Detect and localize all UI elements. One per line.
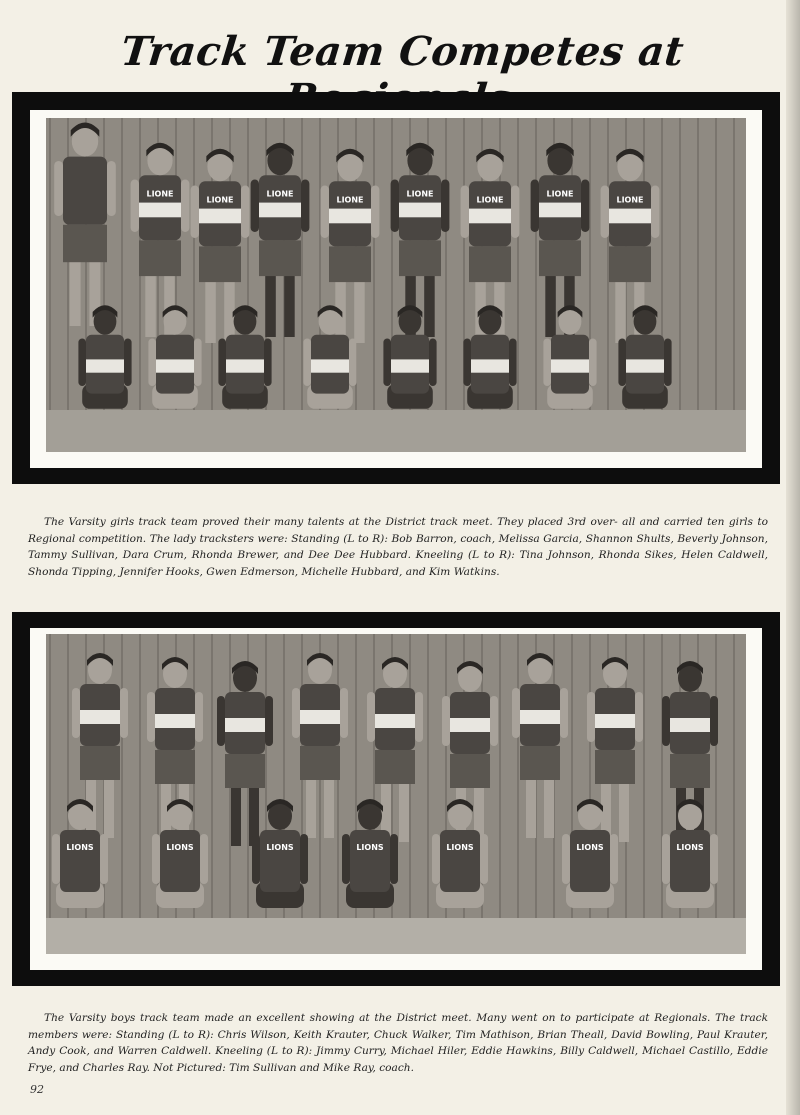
svg-text:LIONS: LIONS bbox=[356, 843, 384, 852]
svg-text:LIONS: LIONS bbox=[676, 843, 704, 852]
svg-text:LIONE: LIONE bbox=[206, 195, 234, 205]
svg-text:LIONS: LIONS bbox=[166, 843, 194, 852]
boys-team-caption: The Varsity boys track team made an excellent showing at the District meet. Many went on to participate at Regionals. The track members were: Standing (L to R): Chris Wilson, Keith Krauter, Chuck Walker, Tim Mathison, Brian Theall, David Bowling, Paul Krauter, Andy Cook, and Warren Caldwell. Kneeling (L to R): Jimmy Curry, Michael Hiler, Eddie Hawkins, Billy Caldwell, Michael Castillo, Eddie Frye, and Charles Ray. Not Pictured: Tim Sullivan and Mike Ray, coach. bbox=[28, 1012, 768, 1074]
svg-text:LIONS: LIONS bbox=[446, 843, 474, 852]
page-edge-shadow bbox=[786, 0, 800, 1115]
page-number: 92 bbox=[30, 1083, 44, 1096]
svg-text:LIONE: LIONE bbox=[476, 195, 504, 205]
boys-team-photo-mat bbox=[30, 628, 762, 970]
svg-text:LIONE: LIONE bbox=[546, 189, 574, 199]
girls-team-photo bbox=[30, 110, 762, 468]
svg-text:LIONE: LIONE bbox=[406, 189, 434, 199]
svg-text:LIONE: LIONE bbox=[336, 195, 364, 205]
svg-text:LIONS: LIONS bbox=[576, 843, 604, 852]
svg-text:LIONS: LIONS bbox=[66, 843, 94, 852]
svg-text:LIONE: LIONE bbox=[266, 189, 294, 199]
page-title: Track Team Competes at bbox=[118, 28, 687, 75]
svg-text:LIONE: LIONE bbox=[146, 189, 174, 199]
girls-team-photo-frame bbox=[12, 92, 780, 484]
svg-text:LIONE: LIONE bbox=[616, 195, 644, 205]
boys-team-photo bbox=[30, 628, 762, 970]
boys-team-photo-frame bbox=[12, 612, 780, 986]
girls-team-photo-mat bbox=[30, 110, 762, 468]
svg-text:LIONS: LIONS bbox=[266, 843, 294, 852]
girls-team-caption: The Varsity girls track team proved their many talents at the District track meet. They placed 3rd over- all and carried ten girls to Regional competition. The lady tracksters were: Standing (L to R): Bob Barron, coach, Melissa Garcia, Shannon Shults, Beverly Johnson, Tammy Sullivan, Dara Crum, Rhonda Brewer, and Dee Dee Hubbard. Kneeling (L to R): Tina Johnson, Rhonda Sikes, Helen Caldwell, Shonda Tipping, Jennifer Hooks, Gwen Edmerson, Michelle Hubbard, and Kim Watkins. bbox=[28, 516, 768, 578]
